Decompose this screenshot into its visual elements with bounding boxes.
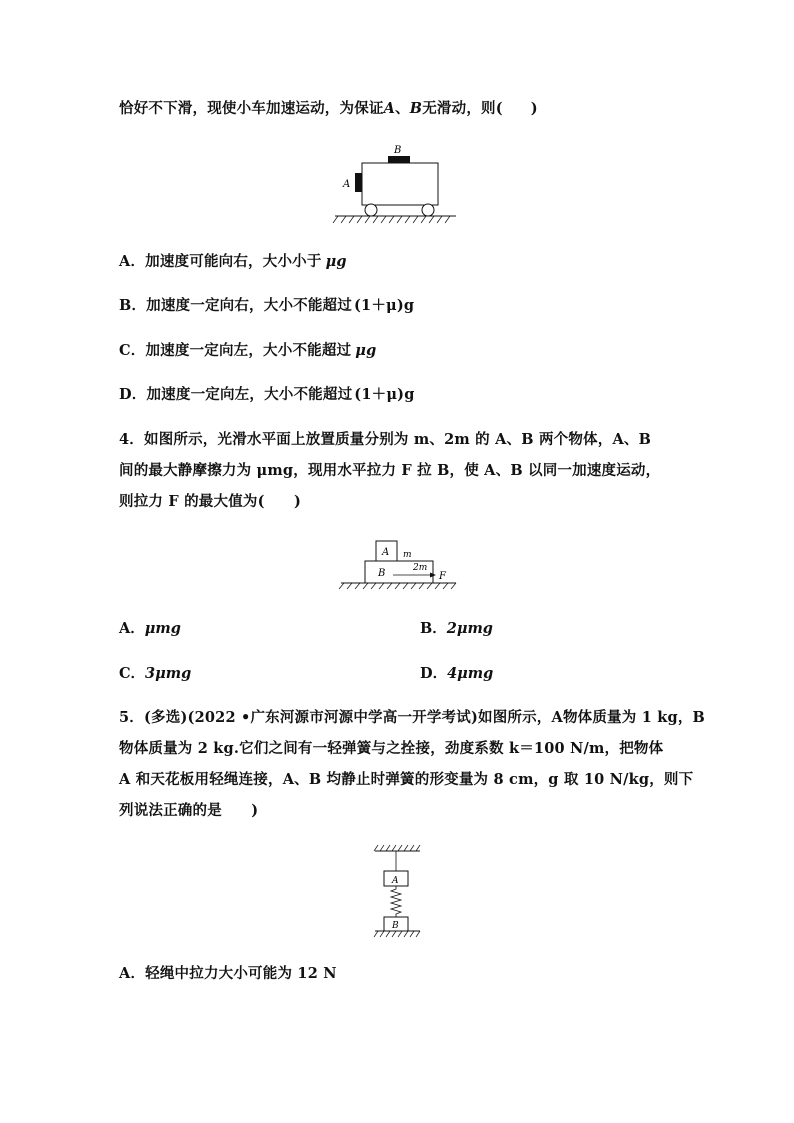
intro-line: [119, 99, 538, 119]
wheel-right: [422, 204, 434, 216]
q4-stem-line3: 则拉力 F 的最大值为( ): [119, 493, 302, 510]
option-text: 轻绳中拉力大小可能为 12 N: [145, 965, 337, 982]
option-key: A．: [119, 253, 146, 270]
var-b: B: [409, 100, 423, 117]
q4-option-b[interactable]: [420, 619, 493, 639]
intro-text: 恰好不下滑，现使小车加速运动，为保证: [119, 100, 384, 117]
fig2-label-m: m: [403, 550, 412, 560]
option-formula: μg: [355, 342, 377, 359]
option-key: D．: [119, 386, 147, 403]
q4-stem-line2: 间的最大静摩擦力为 μmg，现用水平拉力 F 拉 B，使 A、B 以同一加速度运动，: [119, 462, 661, 479]
option-text: 4μmg: [447, 665, 494, 682]
option-text: 加速度一定向右，大小不能超过: [146, 297, 352, 314]
q4-stem-line1: 4．如图所示，光滑水平面上放置质量分别为 m、2m 的 A、B 两个物体，A、B: [119, 431, 652, 448]
ground-hatching: [339, 583, 456, 589]
figure-cart: [330, 140, 460, 228]
fig2-label-b: B: [378, 568, 386, 579]
var-a: A: [383, 100, 396, 117]
fig1-label-b: B: [394, 145, 402, 156]
q5-stem-line4: 列说法正确的是 ): [119, 802, 259, 819]
option-text: 加速度可能向右，大小小于: [145, 253, 322, 270]
option-text: 2μmg: [446, 620, 493, 637]
q4-option-d[interactable]: [420, 664, 493, 684]
fig3-label-b: B: [392, 921, 399, 931]
option-text: 3μmg: [145, 665, 192, 682]
option-key: C．: [119, 665, 146, 682]
option-key: C．: [119, 342, 146, 359]
cart-body: [362, 163, 438, 205]
option-text: 加速度一定向左，大小不能超过: [145, 342, 352, 359]
q5-option-a[interactable]: [119, 964, 337, 984]
option-key: B．: [420, 620, 447, 637]
q5-stem-line3: A 和天花板用轻绳连接，A、B 均静止时弹簧的形变量为 8 cm，g 取 10 N/kg，则下: [119, 771, 694, 788]
floor-hatching: [374, 931, 420, 937]
intro-text-after: 无滑动，则(: [422, 100, 503, 117]
q5-stem-line2: 物体质量为 2 kg.它们之间有一轻弹簧与之拴接，劲度系数 k＝100 N/m，把物体: [119, 740, 664, 757]
block-b: [388, 156, 410, 163]
wheel-left: [365, 204, 377, 216]
q3-option-d[interactable]: [119, 385, 415, 405]
q3-option-c[interactable]: [119, 341, 376, 361]
q3-option-a[interactable]: [119, 252, 347, 272]
fig3-label-a: A: [392, 876, 399, 886]
figure-spring-system: [370, 843, 424, 941]
block-a: [355, 173, 362, 192]
paren-close: ): [530, 100, 538, 117]
option-formula: (1＋μ)g: [354, 386, 415, 403]
separator: 、: [395, 100, 410, 117]
q4-option-a[interactable]: [119, 619, 181, 639]
option-key: A．: [119, 965, 146, 982]
option-formula: μg: [325, 253, 347, 270]
option-key: B．: [119, 297, 147, 314]
fig1-label-a: A: [343, 179, 351, 190]
option-formula: (1＋μ)g: [353, 297, 415, 314]
fig2-label-a: A: [382, 547, 390, 558]
q5-stem-line1: 5．(多选)(2022 •广东河源市河源中学高一开学考试)如图所示，A物体质量为 1 kg，B: [119, 709, 705, 726]
option-key: A．: [119, 620, 145, 637]
q4-option-c[interactable]: [119, 664, 191, 684]
ground-hatching: [333, 216, 450, 223]
fig2-label-2m: 2m: [413, 563, 428, 573]
option-key: D．: [420, 665, 448, 682]
figure-stacked-blocks: [338, 538, 458, 594]
q3-option-b[interactable]: [119, 296, 414, 316]
spring: [391, 886, 401, 917]
option-text: μmg: [144, 620, 181, 637]
fig2-label-f: F: [439, 571, 446, 582]
option-text: 加速度一定向左，大小不能超过: [146, 386, 353, 403]
ceiling-hatching: [374, 845, 420, 851]
